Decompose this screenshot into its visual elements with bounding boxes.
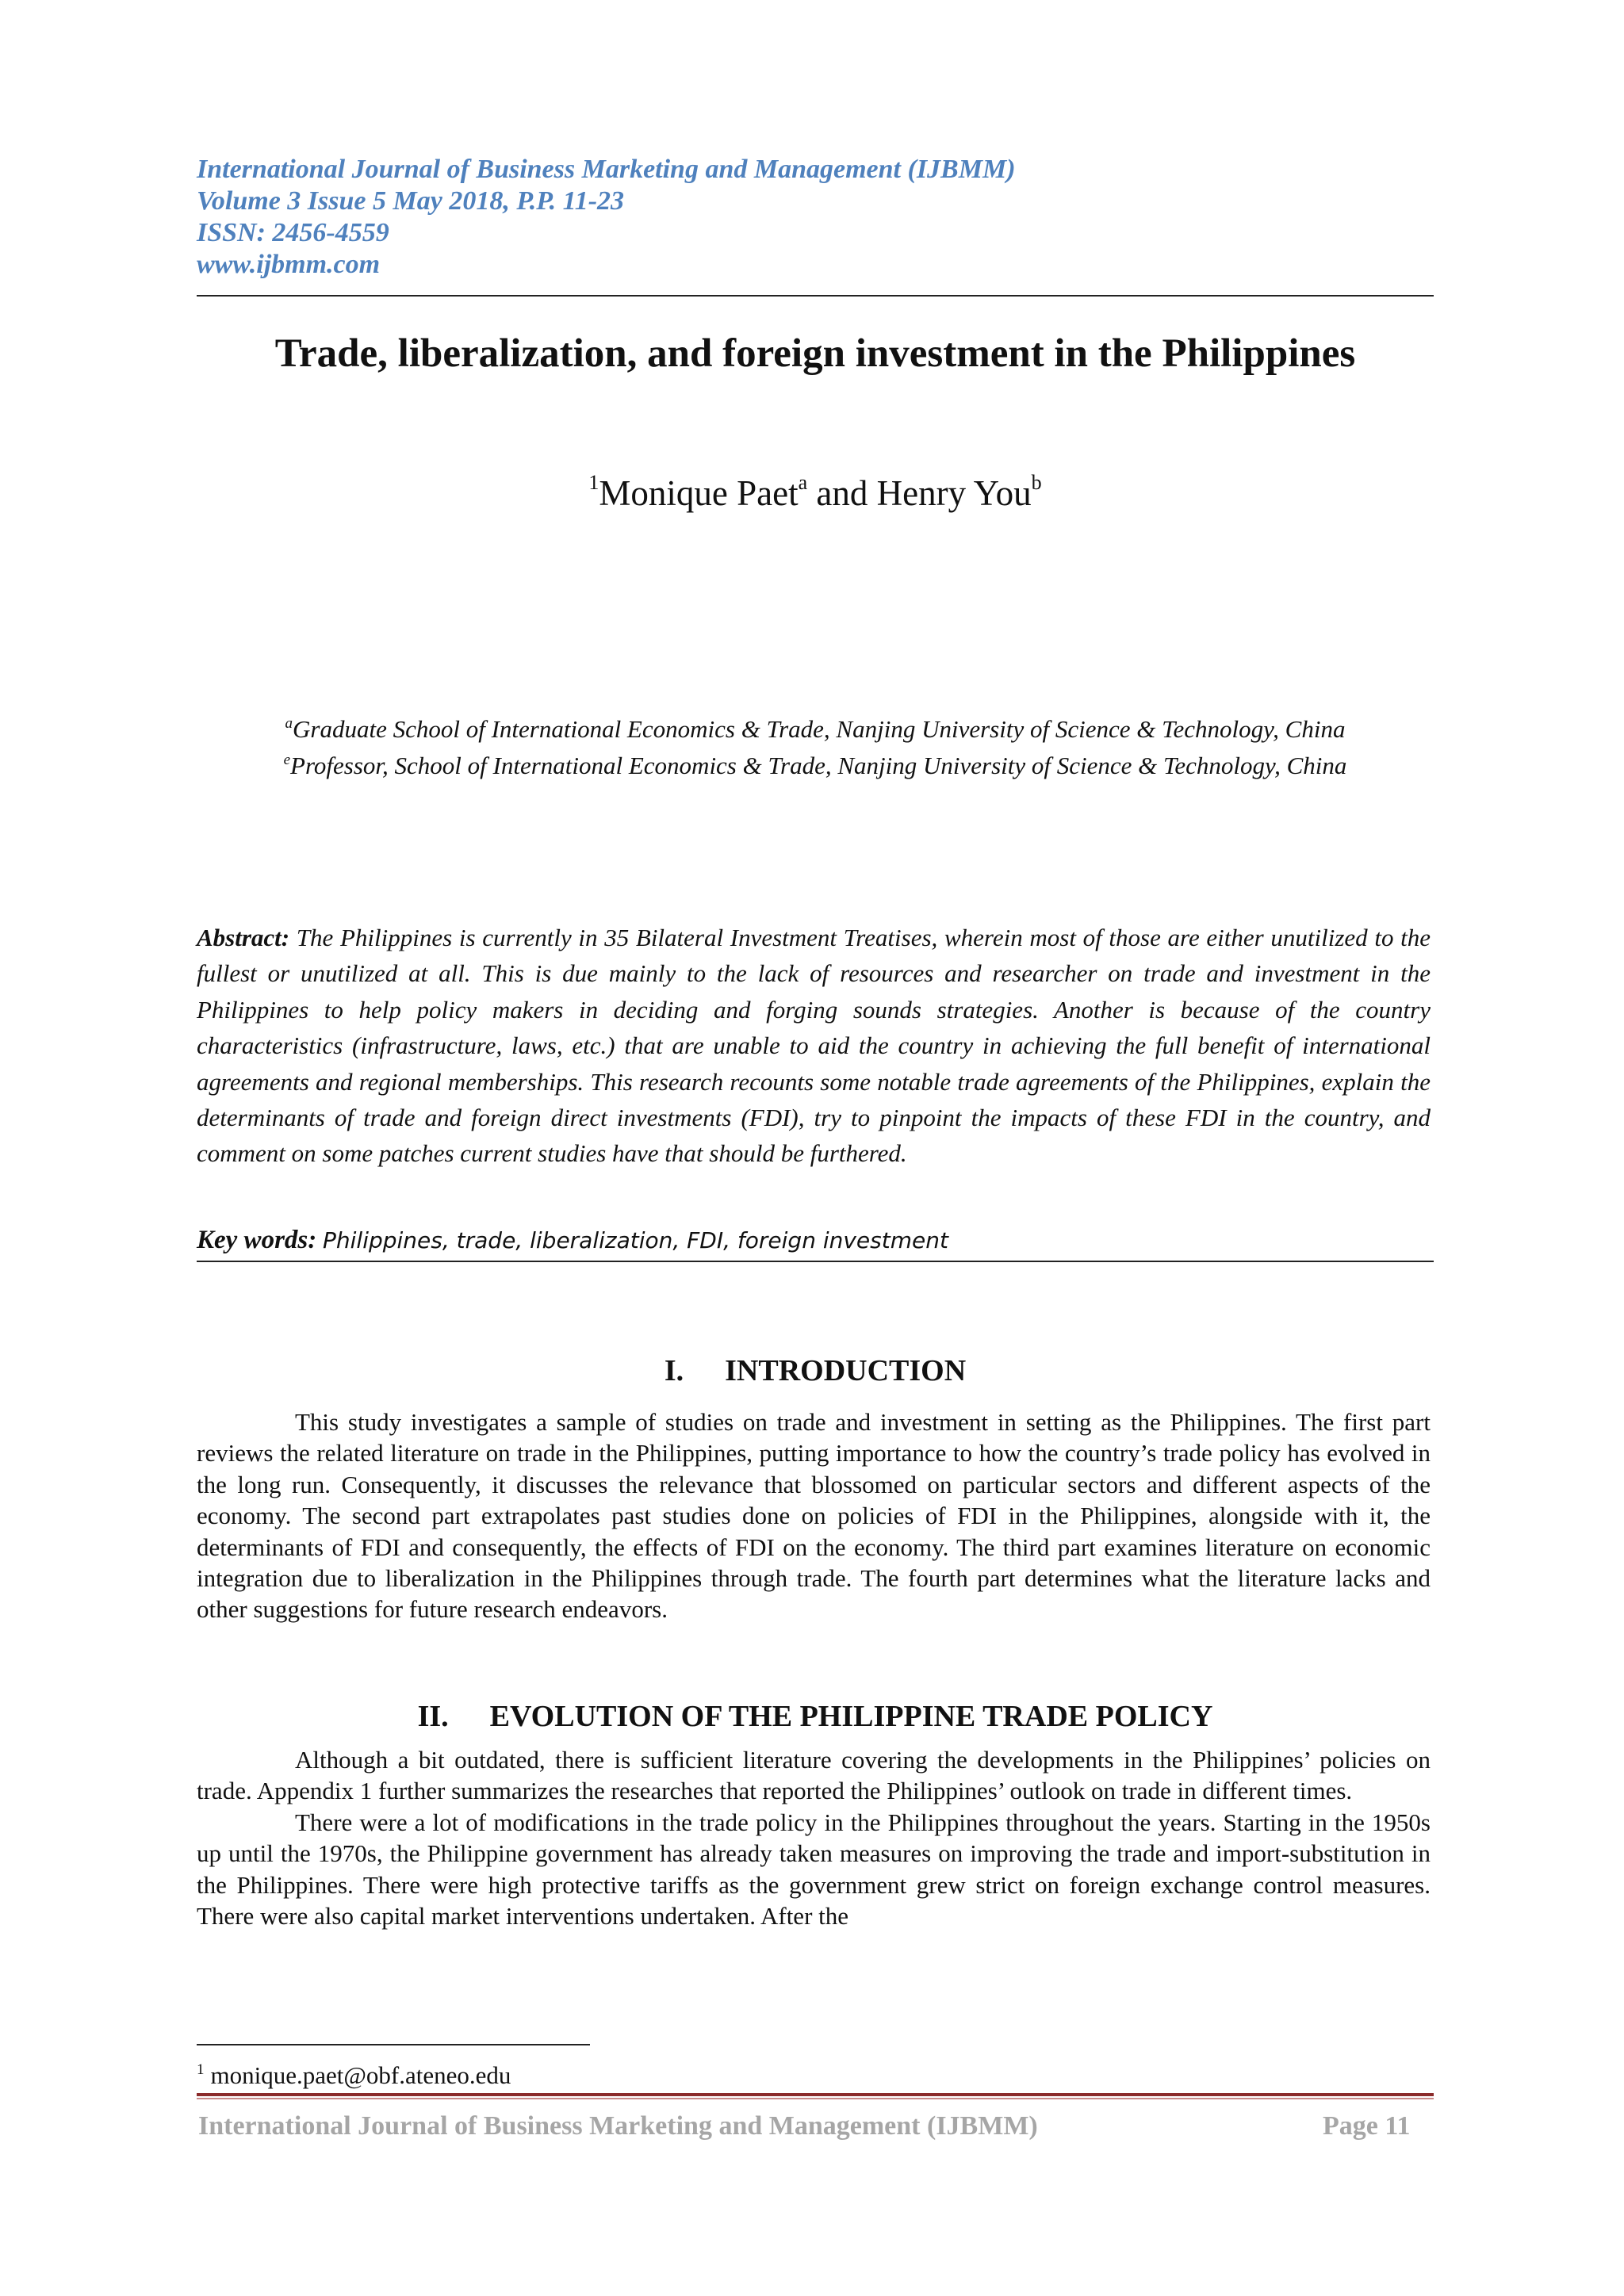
affiliation-e [197,750,1434,782]
keywords-label: Key words: [197,1226,317,1254]
footer-divider-light [197,2098,1434,2099]
footnote-divider [197,2044,590,2045]
author-1-name: Monique Paet [599,473,799,513]
section-heading-trade-policy [197,1698,1434,1735]
author-2-affil-mark: b [1031,471,1042,494]
author-2-name: Henry You [876,473,1032,513]
affiliation-a [197,714,1434,745]
author-1-prefix: 1 [588,471,599,494]
journal-header [197,154,1434,281]
abstract-label: Abstract: [197,924,290,951]
paper-title: Trade, liberalization, and foreign investment in the Philippines [274,331,1356,376]
affiliation-e-mark: e [283,752,291,768]
keywords [197,1224,1431,1257]
section-1-title: INTRODUCTION [725,1354,967,1387]
footnote-mark: 1 [197,2061,205,2078]
footnote [197,2060,511,2091]
journal-volume-issue: Volume 3 Issue 5 May 2018, P.P. 11-23 [197,186,625,216]
section-2-title: EVOLUTION OF THE PHILIPPINE TRADE POLICY [489,1700,1213,1733]
paragraph: Although a bit outdated, there is sufficient literature covering the developments in the Philippines’ policies on trade. Appendix 1 further summarizes the researches that reported the Philippines’ outlook on trade in different times. [197,1746,1431,1805]
footer-page-number: Page 11 [1323,2111,1411,2141]
author-joiner: and [816,473,868,513]
footnote-email[interactable]: monique.paet@obf.ateneo.edu [210,2061,511,2089]
section-2-body [197,1744,1431,1931]
section-heading-introduction [197,1353,1434,1389]
paragraph: This study investigates a sample of studies on trade and investment in setting as the Philippines. The first part reviews the related literature on trade in the Philippines, putting importance to how the country’s trade policy has evolved in the long run. Consequently, it discusses the relevance that blossomed on particular sectors and different aspects of the economy. The second part extrapolates past studies done on policies of FDI in the Philippines, alongside with it, the determinants of FDI and consequently, the effects of FDI on the economy. The third part examines literature on economic integration due to liberalization in the Philippines through trade. The fourth part determines what the literature lacks and other suggestions for future research endeavors. [197,1408,1431,1624]
section-1-number: I. [664,1354,684,1387]
header-divider [197,295,1434,297]
journal-website[interactable]: www.ijbmm.com [197,250,381,279]
keywords-text: Philippines, trade, liberalization, FDI, foreign investment [323,1227,948,1253]
footer-divider-dark [197,2093,1434,2096]
abstract [197,920,1431,1172]
journal-issn: ISSN: 2456-4559 [197,218,389,247]
journal-name: International Journal of Business Marketing and Management (IJBMM) [197,155,1016,184]
section-2-number: II. [417,1700,449,1733]
affiliation-a-mark: a [285,715,293,732]
section-1-body [197,1406,1431,1625]
affiliation-e-text: Professor, School of International Economics & Trade, Nanjing University of Science & Technology, China [290,752,1347,779]
keywords-divider [197,1261,1434,1262]
paragraph: There were a lot of modifications in the trade policy in the Philippines throughout the years. Starting in the 1950s up until the 1970s, the Philippine government has already taken measures on improving the trade and import-substitution in the Philippines. There were high protective tariffs as the government grew strict on foreign exchange control measures. There were also capital market interventions undertaken. After the [197,1808,1431,1931]
footer-journal-name: International Journal of Business Marketing and Management (IJBMM) [198,2111,1038,2141]
abstract-text: The Philippines is currently in 35 Bilateral Investment Treatises, wherein most of those are either unutilized to the fullest or unutilized at all. This is due mainly to the lack of resources and researcher on trade and investment in the Philippines to help policy makers in deciding and forging sounds strategies. Another is because of the country characteristics (infrastructure, laws, etc.) that are unable to aid the country in achieving the full benefit of international agreements and regional memberships. This research recounts some notable trade agreements of the Philippines, explain the determinants of trade and foreign direct investments (FDI), try to pinpoint the impacts of these FDI in the country, and comment on some patches current studies have that should be furthered. [197,924,1431,1168]
author-line [197,471,1434,515]
author-1-affil-mark: a [798,471,808,494]
affiliation-a-text: Graduate School of International Economics & Trade, Nanjing University of Science & Technology, China [293,715,1346,743]
